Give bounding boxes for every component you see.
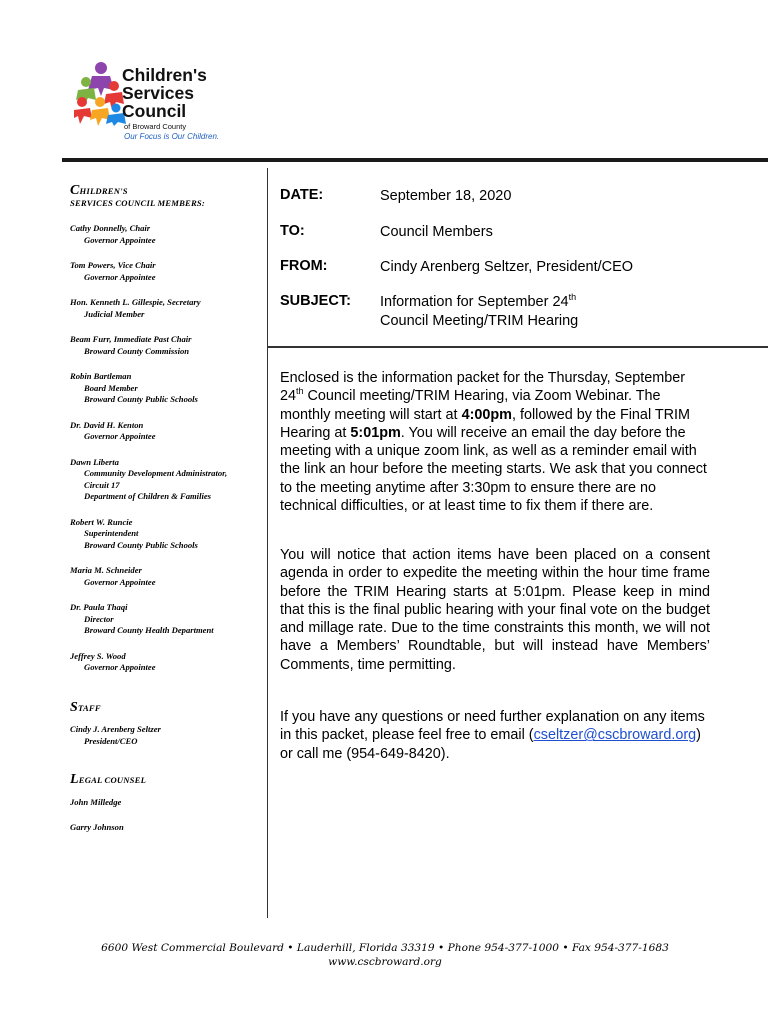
member-entry — [70, 297, 265, 320]
org-tagline: Our Focus is Our Children. — [124, 132, 220, 141]
members-heading — [70, 185, 265, 209]
org-name-line1: Children's — [122, 65, 207, 85]
staff-role: President/CEO — [84, 735, 138, 746]
member-role: Board Member — [84, 382, 138, 393]
member-role: Broward County Commission — [84, 345, 190, 356]
from-value: Cindy Arenberg Seltzer, President/CEO — [380, 259, 634, 275]
p3-text-b: ) or call me (954-649-8420). — [280, 727, 701, 762]
member-name: Cathy Donnelly, Chair — [70, 223, 151, 233]
member-role: Governor Appointee — [84, 662, 156, 672]
member-role: Superintendent — [84, 528, 139, 538]
member-role: Judicial Member — [84, 308, 145, 319]
staff-heading-rest: TAFF — [78, 703, 101, 713]
member-entry — [70, 420, 265, 443]
p1-sup: th — [296, 386, 304, 397]
members-heading-line2: SERVICES COUNCIL MEMBERS: — [70, 197, 205, 208]
member-role: Governor Appointee — [84, 234, 156, 245]
member-name: Beam Furr, Immediate Past Chair — [70, 334, 192, 344]
council-members-list — [70, 185, 265, 674]
member-role: Broward County Health Department — [84, 625, 214, 635]
subject-value — [380, 293, 720, 331]
p1-hearing-time: 5:01pm — [350, 424, 401, 441]
staff-list — [70, 724, 265, 747]
member-name: Tom Powers, Vice Chair — [70, 260, 156, 270]
member-name: Maria M. Schneider — [70, 565, 142, 575]
member-role: Governor Appointee — [84, 271, 156, 282]
from-label: FROM: — [280, 258, 328, 274]
member-entry — [70, 457, 265, 503]
member-entry — [70, 334, 265, 357]
p1-text-c: , followed by the Final TRIM Hearing at — [280, 406, 691, 441]
date-value: September 18, 2020 — [380, 188, 512, 204]
subject-line1: Information for September 24 — [380, 294, 569, 310]
date-label: DATE: — [280, 187, 324, 203]
member-role: Circuit 17 — [84, 479, 120, 490]
footer-address: 6600 West Commercial Boulevard • Lauderhill, Florida 33319 • Phone 954-377-1000 • Fax 954-377-1683 — [101, 942, 669, 954]
p3-text-a: If you have any questions or need further explanation on any items in this packet, please feel free to email ( — [280, 709, 705, 744]
member-entry — [70, 602, 265, 637]
footer — [0, 941, 770, 969]
member-entry — [70, 651, 265, 674]
member-entry — [70, 223, 265, 246]
header-divider — [62, 158, 768, 162]
member-entry — [70, 565, 265, 588]
member-role: Department of Children & Families — [84, 491, 212, 501]
legal-counsel-name: John Milledge — [70, 797, 122, 807]
children-figures-icon — [74, 60, 128, 126]
body-paragraph-3 — [280, 708, 710, 763]
org-county: of Broward County — [124, 122, 187, 131]
footer-website[interactable]: www.cscbroward.org — [328, 956, 442, 968]
member-role: Governor Appointee — [84, 431, 156, 441]
member-name: Hon. Kenneth L. Gillespie, Secretary — [70, 297, 201, 307]
member-role: Director — [84, 613, 114, 624]
legal-heading-initial: L — [70, 772, 79, 787]
member-name: Jeffrey S. Wood — [70, 650, 126, 661]
member-role: Community Development Administrator, — [84, 468, 228, 478]
member-name: Dr. David H. Kenton — [70, 419, 144, 430]
legal-counsel-name: Garry Johnson — [70, 821, 124, 832]
members-heading-rest: HILDREN'S — [79, 186, 128, 196]
to-value: Council Members — [380, 224, 493, 240]
legal-counsel-list — [70, 797, 265, 846]
member-name: Robin Bartleman — [70, 371, 132, 381]
member-entry — [70, 517, 265, 552]
members-heading-initial: C — [70, 183, 80, 198]
member-name: Dawn Liberta — [70, 456, 119, 467]
legal-heading — [70, 772, 146, 788]
member-name: Dr. Paula Thaqi — [70, 602, 128, 612]
org-name-line3: Council — [122, 101, 187, 121]
p1-start-time: 4:00pm — [461, 406, 512, 423]
member-role: Governor Appointee — [84, 576, 156, 587]
body-paragraph-2: You will notice that action items have been placed on a consent agenda in order to expedite the meeting within the hour time frame before the TRIM Hearing starts at 5:01pm. Please keep in mind that this is the final public hearing with your final vote on the budget and millage rate. Due to the time constraints this month, we will not have a Members’ Roundtable, but will instead have Members’ Comments, time permitting. — [280, 547, 710, 673]
member-entry — [70, 371, 265, 406]
p1-text-b: Council meeting/TRIM Hearing, via Zoom Webinar. The monthly meeting will start at — [280, 388, 661, 423]
member-name: Robert W. Runcie — [70, 516, 133, 527]
p1-text-d: . You will receive an email the day before the meeting with a unique zoom link, as well as a reminder email with the link an hour before the meeting starts. We ask that you connect to the meeting anytime after 3:30pm to ensure there are no technical difficulties, or at least time to fix them if there are. — [280, 424, 707, 515]
body-paragraph-1 — [280, 369, 710, 515]
member-role: Broward County Public Schools — [84, 539, 198, 550]
p1-text-a: Enclosed is the information packet for the Thursday, September 24 — [280, 370, 686, 405]
subject-label: SUBJECT: — [280, 293, 351, 309]
organization-name — [122, 66, 207, 120]
member-role: Broward County Public Schools — [84, 394, 198, 404]
legal-heading-rest: EGAL COUNSEL — [78, 775, 147, 785]
staff-heading-initial: S — [70, 700, 78, 715]
member-entry — [70, 260, 265, 283]
members — [70, 223, 265, 674]
org-name-line2: Services — [122, 83, 195, 103]
logo — [74, 60, 294, 144]
to-label: TO: — [280, 223, 305, 239]
subject-line2: Council Meeting/TRIM Hearing — [380, 313, 579, 329]
staff-heading — [70, 700, 101, 716]
staff-name: Cindy J. Arenberg Seltzer — [70, 724, 161, 734]
column-divider — [267, 168, 268, 918]
subject-sup: th — [568, 292, 577, 303]
email-link[interactable]: cseltzer@cscbroward.org — [533, 727, 697, 744]
memo-divider — [268, 346, 768, 348]
